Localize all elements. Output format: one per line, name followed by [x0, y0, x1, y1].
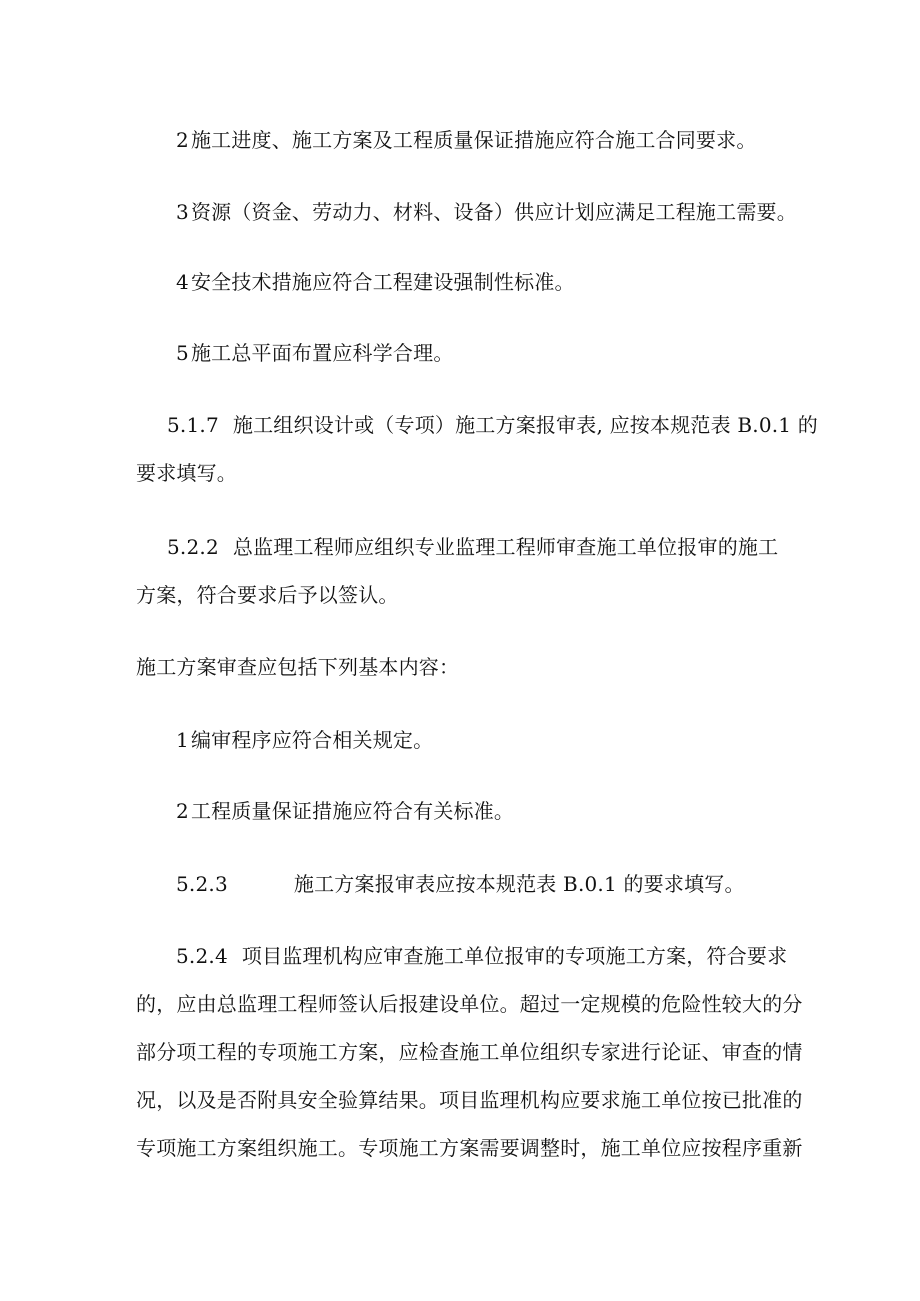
section-5-2-4-line-5: 专项施工方案组织施工。专项施工方案需要调整时，施工单位应按程序重新 [136, 1136, 803, 1160]
section-text: 项目监理机构应审查施工单位报审的专项施工方案，符合要求 [241, 944, 788, 968]
section-number: 5.1.7 [167, 413, 219, 437]
review-item [176, 799, 514, 823]
list-item [176, 341, 454, 365]
section-text: 总监理工程师应组织专业监理工程师审查施工单位报审的施工 [232, 535, 779, 559]
section-number: 5.2.4 [176, 944, 228, 968]
section-5-2-2-line-1 [167, 535, 778, 559]
item-number: 2 [176, 128, 189, 152]
item-number: 2 [176, 799, 189, 823]
section-5-2-4-line-1 [176, 944, 787, 968]
review-item [176, 728, 433, 752]
item-text: 施工总平面布置应科学合理。 [190, 341, 454, 365]
section-5-2-4-line-2: 的，应由总监理工程师签认后报建设单位。超过一定规模的危险性较大的分 [136, 992, 803, 1016]
list-item [176, 200, 797, 224]
item-text: 编审程序应符合相关规定。 [190, 728, 434, 752]
item-number: 1 [176, 728, 189, 752]
item-number: 5 [176, 341, 189, 365]
section-text: 施工方案报审表应按本规范表 B.0.1 的要求填写。 [293, 872, 745, 896]
item-text: 安全技术措施应符合工程建设强制性标准。 [190, 270, 575, 294]
item-text: 施工进度、施工方案及工程质量保证措施应符合施工合同要求。 [190, 128, 757, 152]
item-text: 资源（资金、劳动力、材料、设备）供应计划应满足工程施工需要。 [190, 200, 797, 224]
item-number: 4 [176, 270, 189, 294]
section-5-1-7-line-1 [167, 413, 818, 437]
section-number: 5.2.3 [176, 872, 228, 896]
section-5-2-2-line-2: 方案，符合要求后予以签认。 [136, 583, 399, 607]
section-text: 施工组织设计或（专项）施工方案报审表, 应按本规范表 B.0.1 的 [232, 413, 818, 437]
intro-text: 施工方案审查应包括下列基本内容： [136, 655, 460, 679]
section-5-2-3 [176, 872, 745, 896]
section-5-2-4-line-4: 况，以及是否附具安全验算结果。项目监理机构应要求施工单位按已批准的 [136, 1088, 803, 1112]
section-5-1-7-line-2: 要求填写。 [136, 461, 237, 485]
list-item [176, 128, 757, 152]
item-text: 工程质量保证措施应符合有关标准。 [190, 799, 515, 823]
section-5-2-4-line-3: 部分项工程的专项施工方案，应检查施工单位组织专家进行论证、审查的情 [136, 1040, 803, 1064]
item-number: 3 [176, 200, 189, 224]
list-item [176, 270, 575, 294]
section-number: 5.2.2 [167, 535, 219, 559]
